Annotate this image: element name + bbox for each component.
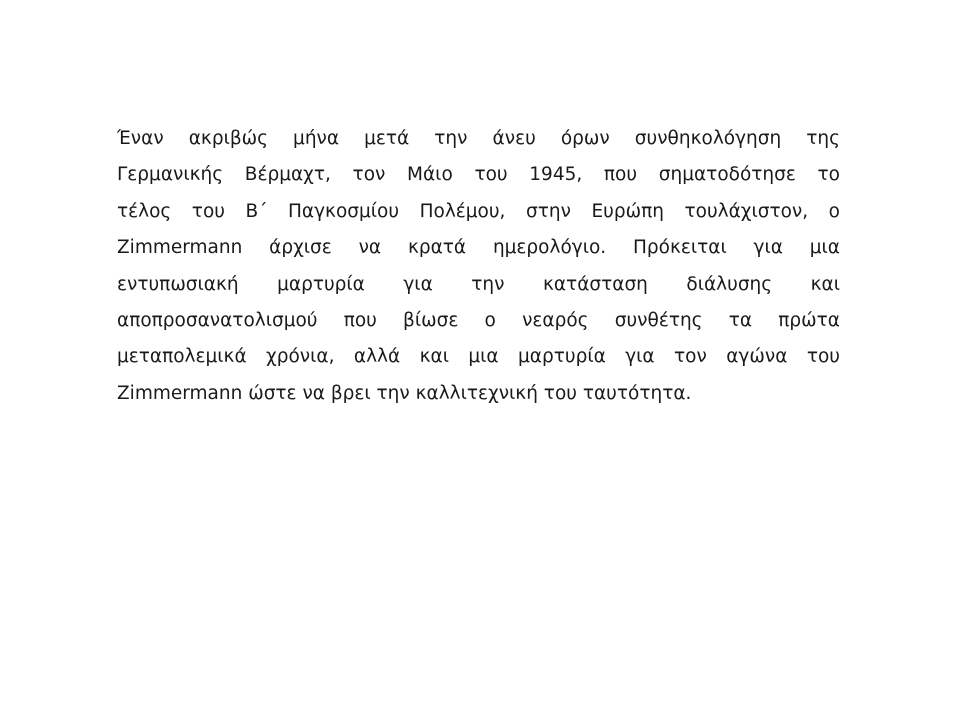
body-paragraph [117, 121, 840, 412]
paragraph-line-4: Zimmermann άρχισε να κρατά ημερολόγιο. Πρόκειται για μια [117, 237, 840, 259]
paragraph-line-1: Έναν ακριβώς μήνα μετά την άνευ όρων συνθηκολόγηση της [117, 128, 840, 149]
paragraph-line-5: εντυπωσιακή μαρτυρία για την κατάσταση διάλυσης και [117, 273, 840, 295]
paragraph-line-8: Zimmermann ώστε να βρει την καλλιτεχνική του ταυτότητα. [117, 382, 692, 404]
paragraph-line-2: Γερμανικής Βέρμαχτ, τον Μάιο του 1945, που σηματοδότησε το [117, 164, 840, 186]
paragraph-line-6: αποπροσανατολισμού που βίωσε ο νεαρός συνθέτης τα πρώτα [117, 309, 840, 331]
paragraph-line-3: τέλος του Β΄ Παγκοσμίου Πολέμου, στην Ευρώπη τουλάχιστον, ο [117, 200, 840, 222]
paragraph-line-7: μεταπολεμικά χρόνια, αλλά και μια μαρτυρία για τον αγώνα του [117, 346, 840, 368]
